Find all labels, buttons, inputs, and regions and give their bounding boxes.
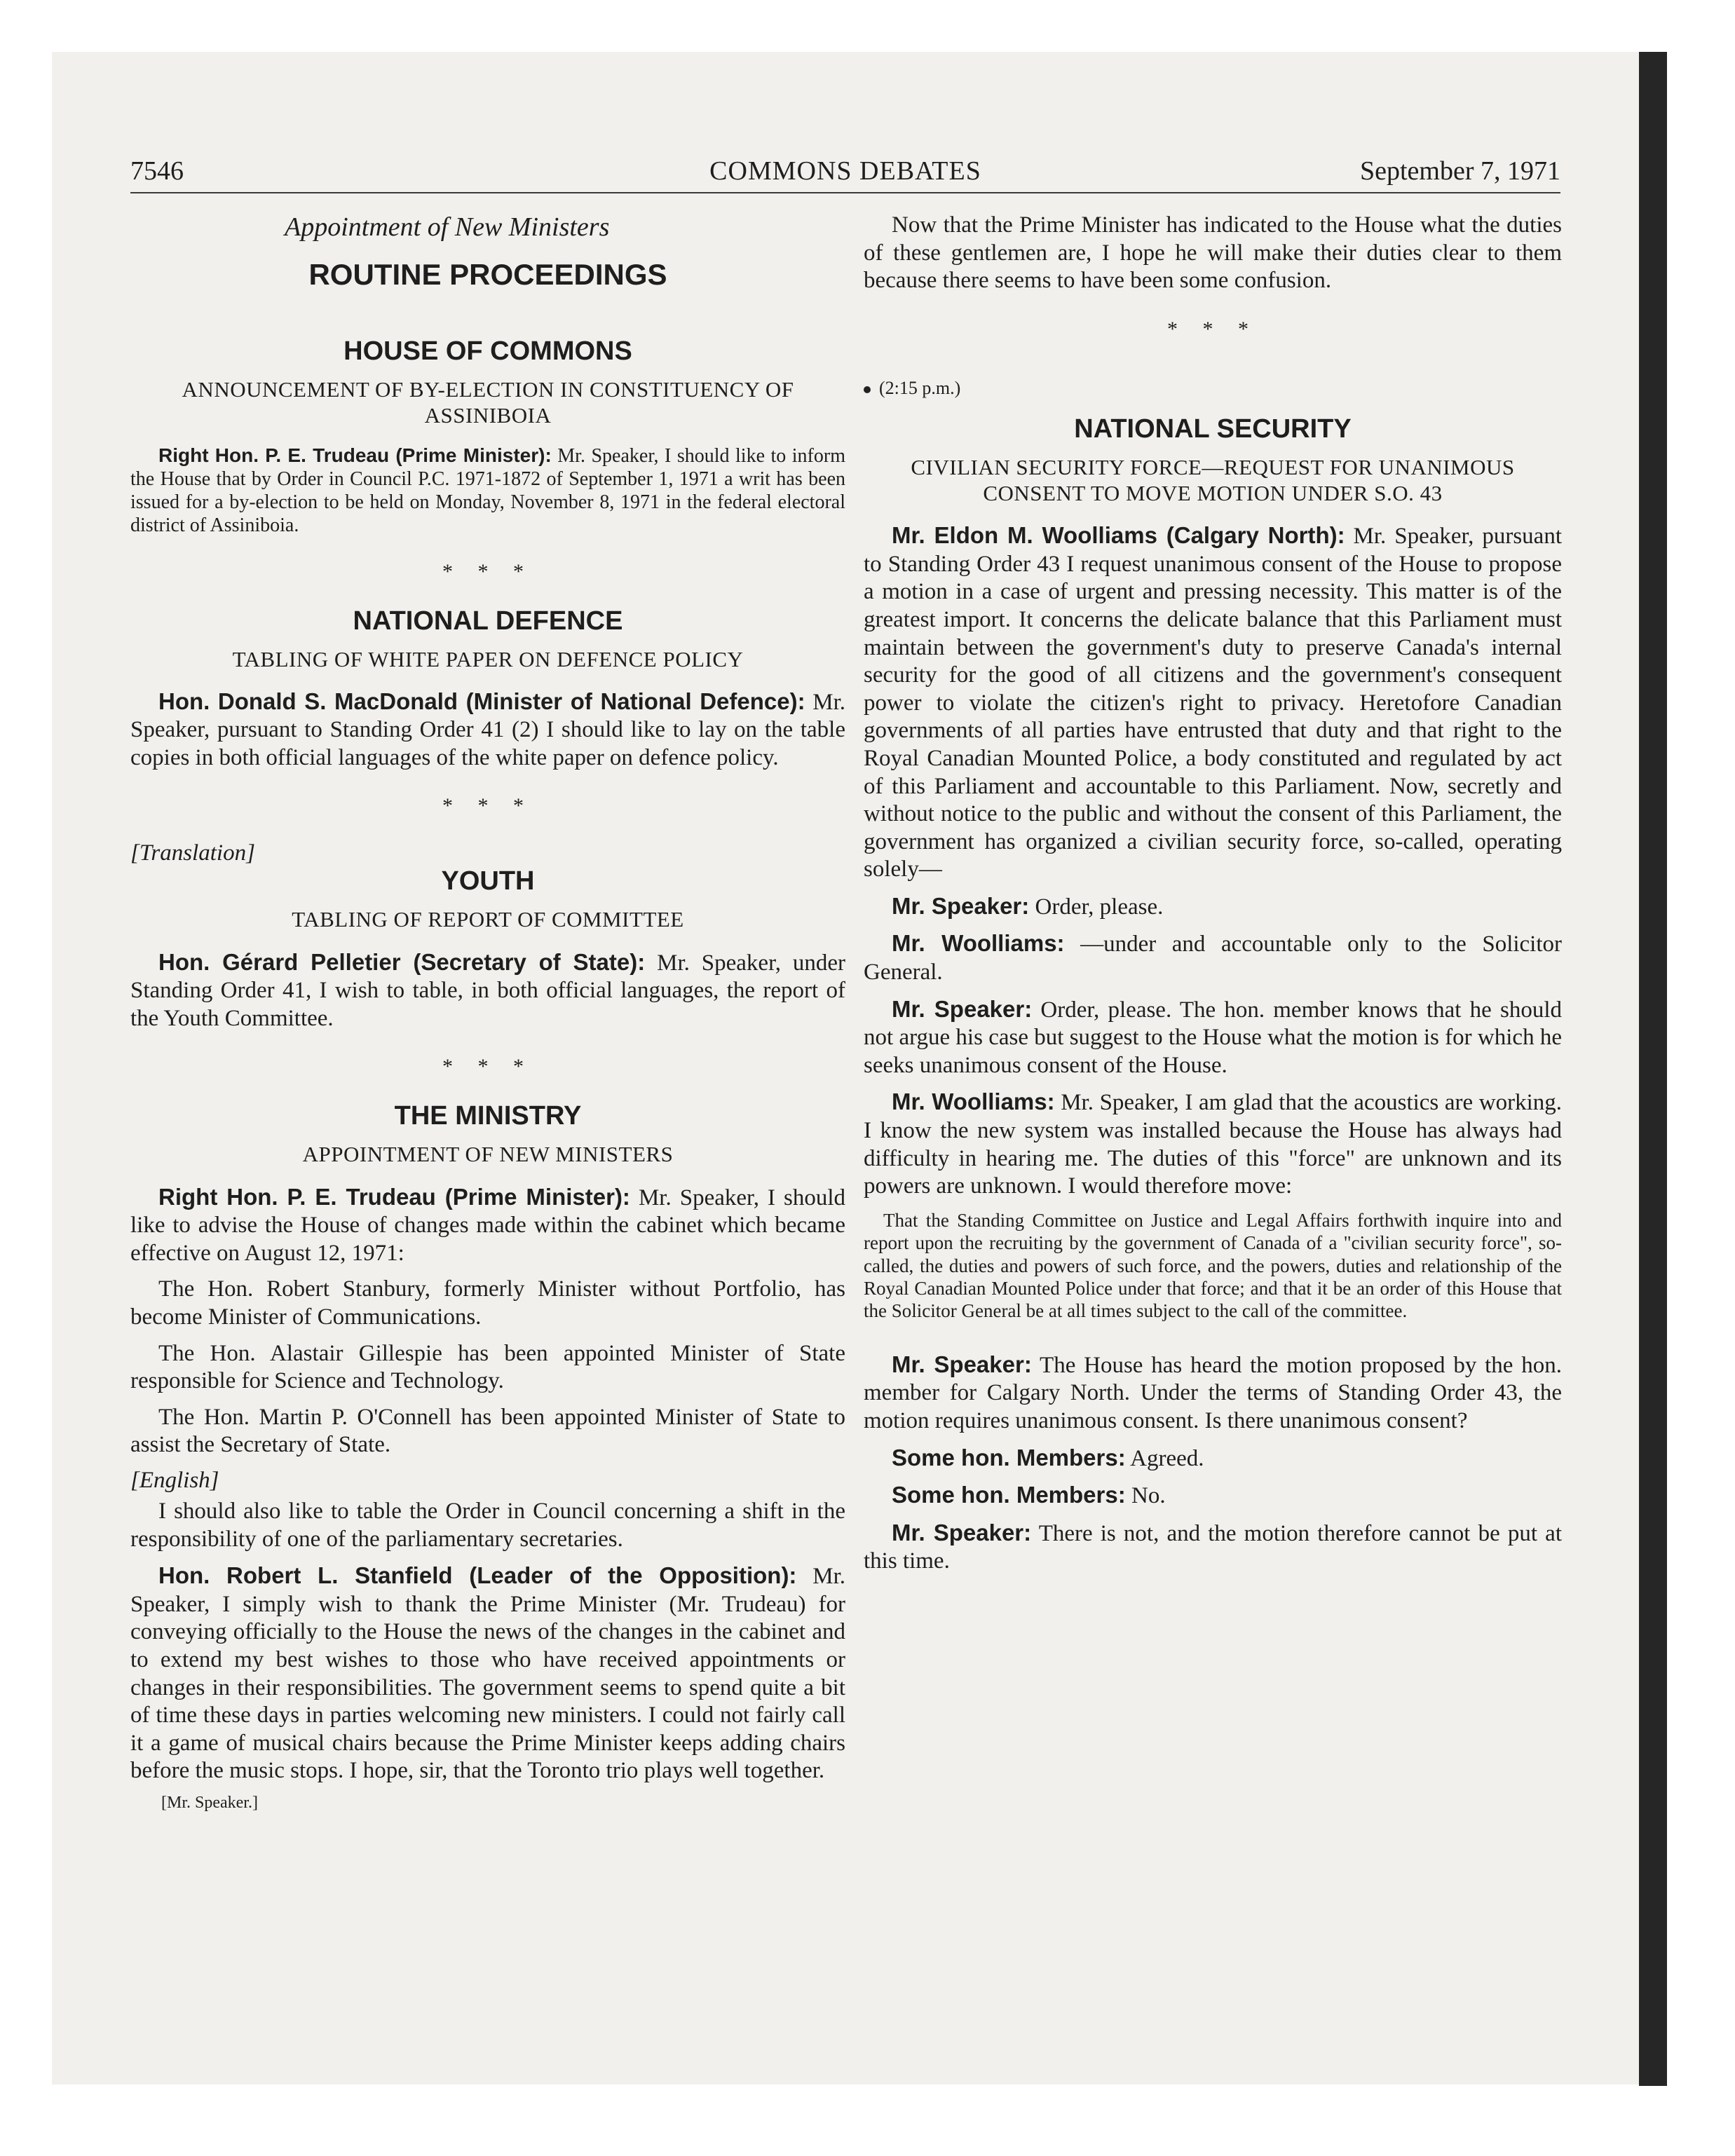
speech-text: Order, please. <box>1035 894 1164 920</box>
speaker-name: Right Hon. P. E. Trudeau (Prime Minister): <box>158 444 552 467</box>
bullet-icon <box>864 386 871 393</box>
page-number: 7546 <box>130 156 184 186</box>
speech-text: Mr. Speaker, I should like to inform the House that by Order in Council P.C. 1971-1872 of September 1, 1971 a writ has been issued for a by-election to be held on Monday, November 8, 1971 in the federal electoral district of Assiniboia. <box>130 445 845 537</box>
speech-woolliams-request <box>864 521 1562 884</box>
speaker-name: Hon. Robert L. Stanfield (Leader of the Opposition): <box>158 1562 797 1589</box>
speech-speaker-argue <box>864 995 1562 1080</box>
paragraph-gillespie: The Hon. Alastair Gillespie has been appointed Minister of State responsible for Science and Technology. <box>130 1340 845 1394</box>
speaker-name: Hon. Donald S. MacDonald (Minister of National Defence): <box>158 688 805 714</box>
speech-text: There is not, and the motion therefore cannot be put at this time. <box>864 1520 1562 1574</box>
section-divider: * * * <box>1167 317 1258 341</box>
speech-text: Agreed. <box>1130 1445 1204 1471</box>
time-stamp <box>864 378 1562 399</box>
speech-trudeau-byelection <box>130 444 845 537</box>
speech-woolliams-acoustics <box>864 1088 1562 1200</box>
speech-stanfield <box>130 1562 845 1785</box>
speaker-name: Some hon. Members: <box>892 1482 1126 1508</box>
speech-trudeau-cabinet <box>130 1183 845 1268</box>
paragraph-continuation: Now that the Prime Minister has indicated to the House what the duties of these gentlemen are, I hope he will make their duties clear to them because there seems to have been some confusion. <box>864 212 1562 294</box>
page-header <box>130 156 1560 193</box>
page-date: September 7, 1971 <box>1359 156 1560 186</box>
left-column <box>130 212 845 1813</box>
speech-speaker-conclusion <box>864 1519 1562 1576</box>
translation-tag: [Translation] <box>130 840 255 866</box>
speech-text: Mr. Speaker, I simply wish to thank the Prime Minister (Mr. Trudeau) for conveying officially to the House the news of the changes in the cabinet and to extend my best wishes to those who have received appointments or changes in their responsibilities. The government seems to spend quite a bit of time these days in parties welcoming new ministers. I could not fairly call it a game of musical chairs because the Prime Minister keeps adding chairs before the music stops. I hope, sir, that the Toronto trio plays well together. <box>130 1564 846 1784</box>
speaker-name: Mr. Speaker: <box>892 995 1033 1022</box>
subhead-white-paper: TABLING OF WHITE PAPER ON DEFENCE POLICY <box>232 646 744 671</box>
speech-text: Mr. Speaker, I should like to advise the House of changes made within the cabinet which became effective on August 12, 1971: <box>130 1185 845 1266</box>
speech-macdonald <box>130 688 845 772</box>
speech-woolliams-solicitor <box>864 929 1562 986</box>
section-national-security: NATIONAL SECURITY <box>1074 414 1352 444</box>
section-divider: * * * <box>442 1055 533 1079</box>
speaker-name: Mr. Eldon M. Woolliams (Calgary North): <box>892 522 1345 549</box>
paragraph-stanbury: The Hon. Robert Stanbury, formerly Minister without Portfolio, has become Minister of Communications. <box>130 1276 845 1330</box>
speaker-name: Some hon. Members: <box>892 1444 1126 1471</box>
speaker-name: Right Hon. P. E. Trudeau (Prime Minister): <box>158 1183 630 1210</box>
speech-pelletier <box>130 948 845 1033</box>
motion-text: That the Standing Committee on Justice and Legal Affairs forthwith inquire into and report upon the recruiting by the government of Canada of a "civilian security force", so-called, the duties and powers of such force, and the powers, duties and relationship of the Royal Canadian Mounted Police under that force; and that it be an order of this House that the Solicitor General be at all times subject to the call of the committee. <box>864 1209 1562 1322</box>
speech-text: Mr. Speaker, under Standing Order 41, I wish to table, in both official languages, the report of the Youth Committee. <box>130 950 846 1031</box>
speech-text: —under and accountable only to the Solicitor General. <box>864 932 1562 985</box>
publication-title: COMMONS DEBATES <box>709 156 981 186</box>
section-routine-proceedings: ROUTINE PROCEEDINGS <box>308 258 667 291</box>
speaker-name: Mr. Speaker: <box>892 1351 1032 1377</box>
speaker-name: Hon. Gérard Pelletier (Secretary of State): <box>158 948 646 975</box>
speaker-name: Mr. Woolliams: <box>892 930 1065 957</box>
section-divider: * * * <box>442 794 533 818</box>
section-house-of-commons: HOUSE OF COMMONS <box>343 336 632 366</box>
speech-text: Mr. Speaker, pursuant to Standing Order 41 (2) I should like to lay on the table copies in both official languages of the white paper on defence policy. <box>130 689 845 770</box>
running-head: Appointment of New Ministers <box>285 212 610 242</box>
section-the-ministry: THE MINISTRY <box>394 1101 582 1131</box>
time-text: (2:15 p.m.) <box>879 377 961 398</box>
subhead-byelection: ANNOUNCEMENT OF BY-ELECTION IN CONSTITUENCY OF ASSINIBOIA <box>182 377 794 428</box>
speech-text: Order, please. The hon. member knows that he should not argue his case but suggest to the House what the motion is for which he seeks unanimous consent of the House. <box>864 997 1563 1078</box>
section-national-defence: NATIONAL DEFENCE <box>353 606 623 636</box>
speech-speaker-order <box>864 892 1562 922</box>
speech-members-no <box>864 1481 1562 1510</box>
speech-text: Mr. Speaker, pursuant to Standing Order 43 I request unanimous consent of the House to propose a motion in a case of urgent and pressing necessity. This matter is of the greatest import. It concerns the delicate balance that this Parliament must maintain between the government's duty to preserve Canada's internal security for the good of all citizens and the government's consequent power to violate the citizen's right to privacy. Heretofore Canadian governments of all parties have entrusted that duty and that right to the Royal Canadian Mounted Police, a body constituted and regulated by act of this Parliament and accountable to this Parliament. Now, secretly and without notice to the public and without the consent of this Parliament, the government has organized a civilian security force, so-called, operating solely— <box>864 524 1562 882</box>
speaker-name: Mr. Speaker: <box>892 1519 1032 1546</box>
speech-text: No. <box>1131 1483 1166 1509</box>
section-divider: * * * <box>442 559 533 583</box>
scan-edge-shadow <box>1639 52 1667 2086</box>
subhead-report-committee: TABLING OF REPORT OF COMMITTEE <box>292 907 684 932</box>
paragraph-order-in-council: I should also like to table the Order in Council concerning a shift in the responsibility of one of the parliamentary secretaries. <box>130 1498 845 1552</box>
speaker-name: Mr. Speaker: <box>892 892 1030 919</box>
english-tag: [English] <box>130 1467 219 1493</box>
speech-text: The House has heard the motion proposed by the hon. member for Calgary North. Under the terms of Standing Order 43, the motion requires unanimous consent. Is there unanimous consent? <box>864 1352 1563 1433</box>
speech-text: Mr. Speaker, I am glad that the acoustics are working. I know the new system was installed because the House has always had difficulty in hearing me. The duties of this "force" are unknown and its powers are unknown. I would therefore move: <box>864 1090 1562 1199</box>
right-column <box>864 212 1562 1584</box>
subhead-civilian-security: CIVILIAN SECURITY FORCE—REQUEST FOR UNANIMOUS CONSENT TO MOVE MOTION UNDER S.O. 43 <box>911 454 1515 505</box>
speaker-tag: [Mr. Speaker.] <box>161 1793 258 1812</box>
subhead-appointment: APPOINTMENT OF NEW MINISTERS <box>302 1142 674 1167</box>
section-youth: YOUTH <box>441 866 535 896</box>
paragraph-oconnell: The Hon. Martin P. O'Connell has been appointed Minister of State to assist the Secretary of State. <box>130 1404 845 1458</box>
speech-speaker-consent <box>864 1351 1562 1435</box>
speech-members-agreed <box>864 1444 1562 1473</box>
speaker-name: Mr. Woolliams: <box>892 1089 1055 1115</box>
